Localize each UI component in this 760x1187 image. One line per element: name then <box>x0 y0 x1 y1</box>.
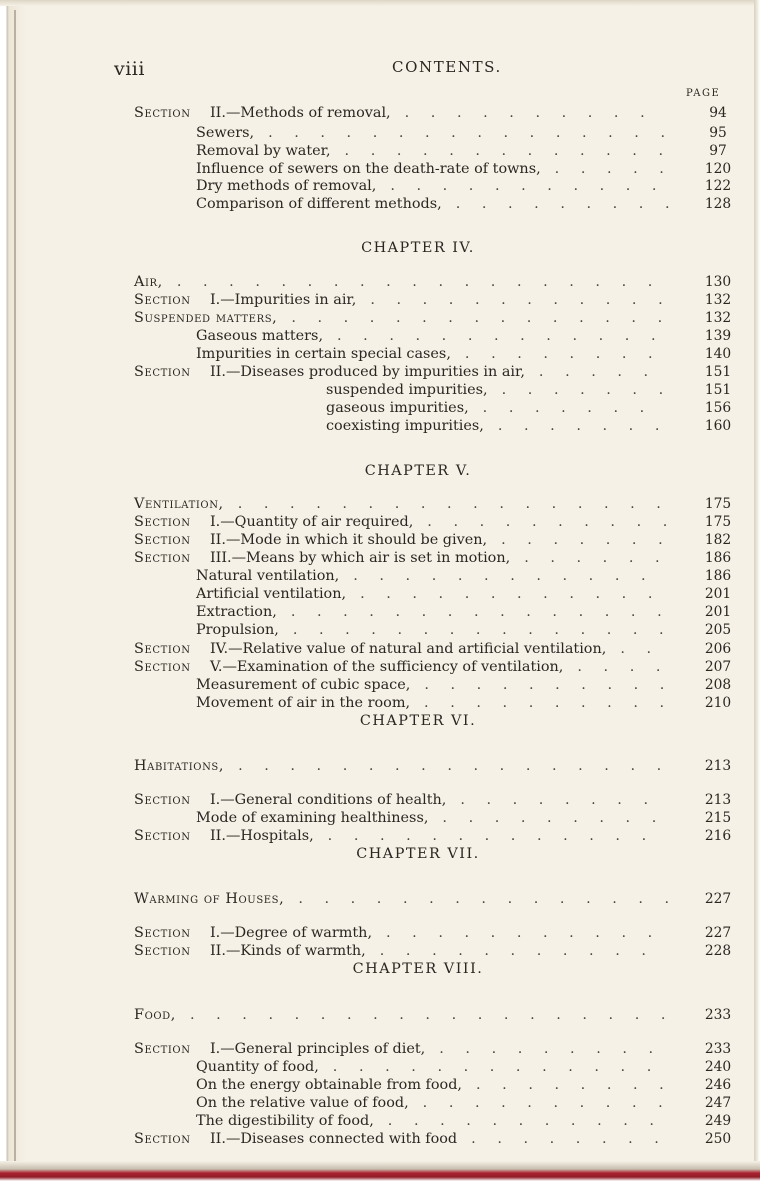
toc-entry-title: IV.—Relative value of natural and artificial ventilation, <box>210 641 607 657</box>
dot-leader: . . . . . . . . . . . <box>386 925 653 941</box>
toc-entry <box>148 694 738 712</box>
chapter-heading: CHAPTER VI. <box>359 713 477 729</box>
toc-entry <box>148 177 738 195</box>
toc-entry <box>134 104 738 122</box>
toc-entry <box>134 942 738 960</box>
toc-entry-title: II.—Kinds of warmth, <box>210 943 366 959</box>
dot-leader: . . . . . . . . . . . . . . . . . . . <box>189 1007 666 1023</box>
dot-leader: . . . . . . . . . . . . <box>353 568 646 584</box>
toc-page-number: 246 <box>704 1077 732 1093</box>
section-word: Section <box>134 364 191 380</box>
dot-leader: . . . . . . . . . . . . . <box>337 328 656 344</box>
chapter-heading: CHAPTER V. <box>364 463 472 479</box>
toc-entry <box>148 621 738 639</box>
toc-entry-title: suspended impurities, <box>326 382 488 398</box>
page-edge <box>754 0 760 1187</box>
dot-leader: . . . . . . . . . <box>442 810 657 826</box>
toc-entry <box>148 1094 738 1112</box>
toc-page-number: 216 <box>704 828 732 844</box>
toc-page-number: 140 <box>704 346 732 362</box>
toc-page-number: 175 <box>704 514 732 530</box>
toc-page-number: 132 <box>704 292 732 308</box>
toc-page-number: 130 <box>704 274 732 290</box>
dot-leader: . . . . . . . <box>501 382 664 398</box>
toc-entry-title: On the relative value of food, <box>196 1095 409 1111</box>
toc-page-number: 210 <box>704 695 732 711</box>
toc-entry <box>148 381 738 399</box>
dot-leader: . . <box>620 641 652 657</box>
toc-entry-title: II.—Diseases connected with food <box>210 1131 458 1147</box>
toc-page-number: 156 <box>704 400 732 416</box>
dot-leader: . . . . . . . . . . . . . . . . . <box>238 758 662 774</box>
toc-entry <box>134 924 738 942</box>
toc-page-number: 122 <box>704 178 732 194</box>
toc-entry-title: Measurement of cubic space, <box>196 677 411 693</box>
toc-entry <box>134 640 738 658</box>
dot-leader: . . . . . . . . . . . . <box>370 292 663 308</box>
toc-entry <box>148 603 738 621</box>
toc-entry <box>134 890 738 908</box>
running-title: CONTENTS. <box>392 58 502 76</box>
section-word: Section <box>134 659 191 675</box>
toc-page-number: 132 <box>704 310 732 326</box>
toc-entry <box>134 531 738 549</box>
dot-leader: . . . . . . . . . . . . . . . <box>291 310 663 326</box>
page-number: viii <box>114 58 145 80</box>
chapter-heading: CHAPTER VIII. <box>352 961 484 977</box>
toc-entry <box>148 585 738 603</box>
toc-page-number: 227 <box>704 891 732 907</box>
toc-page-number: 240 <box>704 1059 732 1075</box>
toc-entry-title: Gaseous matters, <box>196 328 324 344</box>
dot-leader: . . . . . . . . . . . . . <box>344 143 664 159</box>
toc-entry <box>134 273 738 291</box>
toc-entry-title: Dry methods of removal, <box>196 178 377 194</box>
toc-entry-title: Removal by water, <box>196 143 331 159</box>
toc-entry <box>148 1058 738 1076</box>
dot-leader: . . . . . . . . . . <box>404 105 645 121</box>
toc-page-number: 139 <box>704 328 732 344</box>
toc-entry <box>134 513 738 531</box>
toc-page-number: 151 <box>704 382 732 398</box>
dot-leader: . . . . . . <box>524 550 660 566</box>
toc-page-number: 186 <box>704 568 732 584</box>
section-word: Section <box>134 1041 191 1057</box>
section-word: Section <box>134 943 191 959</box>
toc-page-number: 97 <box>709 143 727 159</box>
toc-entry <box>134 309 738 327</box>
section-word: Section <box>134 292 191 308</box>
bottom-edge <box>0 1161 760 1187</box>
toc-entry-title: The digestibility of food, <box>196 1113 374 1129</box>
toc-entry <box>134 1130 738 1148</box>
dot-leader: . . . . . . . . <box>471 1131 659 1147</box>
dot-leader: . . . . . . . . . . . . . . . <box>292 622 664 638</box>
toc-page-number: 208 <box>704 677 732 693</box>
toc-entry-title: Comparison of different methods, <box>196 196 442 212</box>
toc-page-number: 228 <box>704 943 732 959</box>
toc-page-number: 247 <box>704 1095 732 1111</box>
toc-entry <box>134 363 738 381</box>
dot-leader: . . . . <box>577 659 661 675</box>
toc-entry <box>148 417 738 435</box>
dot-leader: . . . . . . . <box>482 400 645 416</box>
toc-entry-title: Air, <box>134 274 163 290</box>
dot-leader: . . . . . . . . . . . <box>379 943 646 959</box>
dot-leader: . . . . . . . . . . . <box>387 1113 654 1129</box>
toc-page-number: 213 <box>704 758 732 774</box>
toc-entry <box>134 495 738 513</box>
dot-leader: . . . . . . . . . . . . . <box>332 1059 652 1075</box>
dot-leader: . . . . . <box>538 364 649 380</box>
toc-entry <box>148 195 738 213</box>
toc-entry-title: gaseous impurities, <box>326 400 469 416</box>
toc-entry-title: II.—Mode in which it should be given, <box>210 532 488 548</box>
dot-leader: . . . . . <box>554 161 664 177</box>
toc-entry <box>134 1040 738 1058</box>
toc-entry-title: I.—Impurities in air, <box>210 292 357 308</box>
chapter-heading: CHAPTER IV. <box>361 240 475 256</box>
toc-entry-title: II.—Hospitals, <box>210 828 314 844</box>
dot-leader: . . . . . . . . . . . . . . . . . . . <box>176 274 653 290</box>
toc-page-number: 215 <box>704 810 732 826</box>
toc-page-number: 227 <box>704 925 732 941</box>
toc-entry <box>134 827 738 845</box>
toc-page-number: 201 <box>704 604 732 620</box>
toc-page-number: 233 <box>704 1041 732 1057</box>
section-word: Section <box>134 514 191 530</box>
toc-entry <box>148 676 738 694</box>
toc-entry-title: Movement of air in the room, <box>196 695 411 711</box>
toc-entry-title: Artificial ventilation, <box>196 586 347 602</box>
toc-entry <box>148 345 738 363</box>
dot-leader: . . . . . . . . . . . . . . . . <box>268 125 666 141</box>
toc-entry-title: Natural ventilation, <box>196 568 340 584</box>
toc-entry <box>148 567 738 585</box>
toc-entry-title: Quantity of food, <box>196 1059 319 1075</box>
dot-leader: . . . . . . . <box>501 532 663 548</box>
section-word: Section <box>134 532 191 548</box>
toc-entry <box>148 1112 738 1130</box>
toc-entry-title: Suspended matters, <box>134 310 278 326</box>
binding-line <box>14 10 16 1170</box>
toc-entry-title: Propulsion, <box>196 622 279 638</box>
toc-entry-title: Ventilation, <box>134 496 224 512</box>
toc-entry <box>148 142 738 160</box>
toc-entry-title: I.—General principles of diet, <box>210 1041 426 1057</box>
section-word: Section <box>134 641 191 657</box>
section-word: Section <box>134 105 191 121</box>
dot-leader: . . . . . . . . <box>464 346 653 362</box>
dot-leader: . . . . . . . . . . . . . . . <box>298 891 670 907</box>
toc-page-number: 201 <box>704 586 732 602</box>
section-word: Section <box>134 792 191 808</box>
toc-entry-title: I.—Degree of warmth, <box>210 925 373 941</box>
dot-leader: . . . . . . . . . . <box>424 677 665 693</box>
toc-entry <box>148 809 738 827</box>
toc-entry <box>134 791 738 809</box>
toc-entry <box>134 1006 738 1024</box>
page-binding <box>0 0 26 1187</box>
toc-page-number: 175 <box>704 496 732 512</box>
toc-entry-title: Food, <box>134 1007 176 1023</box>
toc-entry-title: I.—General conditions of health, <box>210 792 447 808</box>
dot-leader: . . . . . . . . . <box>439 1041 654 1057</box>
toc-page-number: 128 <box>704 196 732 212</box>
toc-entry <box>148 124 738 142</box>
dot-leader: . . . . . . . . . . . <box>390 178 657 194</box>
running-head <box>114 58 714 80</box>
toc-page-number: 206 <box>704 641 732 657</box>
toc-entry-title: Influence of sewers on the death-rate of towns, <box>196 161 541 177</box>
toc-entry <box>134 549 738 567</box>
toc-entry-title: On the energy obtainable from food, <box>196 1077 463 1093</box>
toc-page-number: 207 <box>704 659 732 675</box>
toc-page-number: 120 <box>704 161 732 177</box>
chapter-heading: CHAPTER VII. <box>356 846 480 862</box>
toc-page-number: 233 <box>704 1007 732 1023</box>
toc-entry <box>148 160 738 178</box>
toc-entry-title: I.—Quantity of air required, <box>210 514 414 530</box>
dot-leader: . . . . . . . . . . <box>424 695 665 711</box>
toc-entry <box>134 291 738 309</box>
toc-entry-title: II.—Methods of removal, <box>210 105 391 121</box>
toc-entry-title: V.—Examination of the sufficiency of ventilation, <box>210 659 564 675</box>
toc-entry <box>134 658 738 676</box>
toc-entry-title: Warming of Houses, <box>134 891 285 907</box>
toc-page-number: 182 <box>704 532 732 548</box>
toc-page-number: 205 <box>704 622 732 638</box>
toc-entry-title: Extraction, <box>196 604 277 620</box>
section-word: Section <box>134 550 191 566</box>
dot-leader: . . . . . . . . . . . . . . . . . <box>237 496 661 512</box>
page-column-label: PAGE <box>686 88 721 99</box>
dot-leader: . . . . . . . . . . <box>427 514 668 530</box>
toc-entry <box>148 327 738 345</box>
toc-page-number: 213 <box>704 792 732 808</box>
toc-page-number: 94 <box>709 105 727 121</box>
toc-page-number: 160 <box>704 418 732 434</box>
dot-leader: . . . . . . . . <box>460 792 649 808</box>
toc-entry <box>148 399 738 417</box>
section-word: Section <box>134 1131 191 1147</box>
toc-page-number: 249 <box>704 1113 732 1129</box>
top-edge <box>0 0 760 6</box>
toc-entry <box>134 757 738 775</box>
toc-entry-title: Habitations, <box>134 758 225 774</box>
section-word: Section <box>134 828 191 844</box>
dot-leader: . . . . . . . . . . . . . . . <box>290 604 662 620</box>
toc-page-number: 151 <box>704 364 732 380</box>
toc-entry-title: II.—Diseases produced by impurities in air, <box>210 364 525 380</box>
toc-page-number: 95 <box>709 125 727 141</box>
toc-entry-title: coexisting impurities, <box>326 418 484 434</box>
toc-page-number: 250 <box>704 1131 732 1147</box>
dot-leader: . . . . . . . . . . . . . <box>327 828 647 844</box>
dot-leader: . . . . . . . . <box>476 1077 664 1093</box>
dot-leader: . . . . . . . . . . <box>422 1095 663 1111</box>
dot-leader: . . . . . . . <box>497 418 660 434</box>
dot-leader: . . . . . . . . . . . . <box>360 586 653 602</box>
toc-entry-title: III.—Means by which air is set in motion, <box>210 550 511 566</box>
toc-entry-title: Mode of examining healthiness, <box>196 810 429 826</box>
toc-entry-title: Sewers, <box>196 125 255 141</box>
toc-page-number: 186 <box>704 550 732 566</box>
toc-entry <box>148 1076 738 1094</box>
dot-leader: . . . . . . . . . <box>455 196 670 212</box>
section-word: Section <box>134 925 191 941</box>
toc-entry-title: Impurities in certain special cases, <box>196 346 451 362</box>
